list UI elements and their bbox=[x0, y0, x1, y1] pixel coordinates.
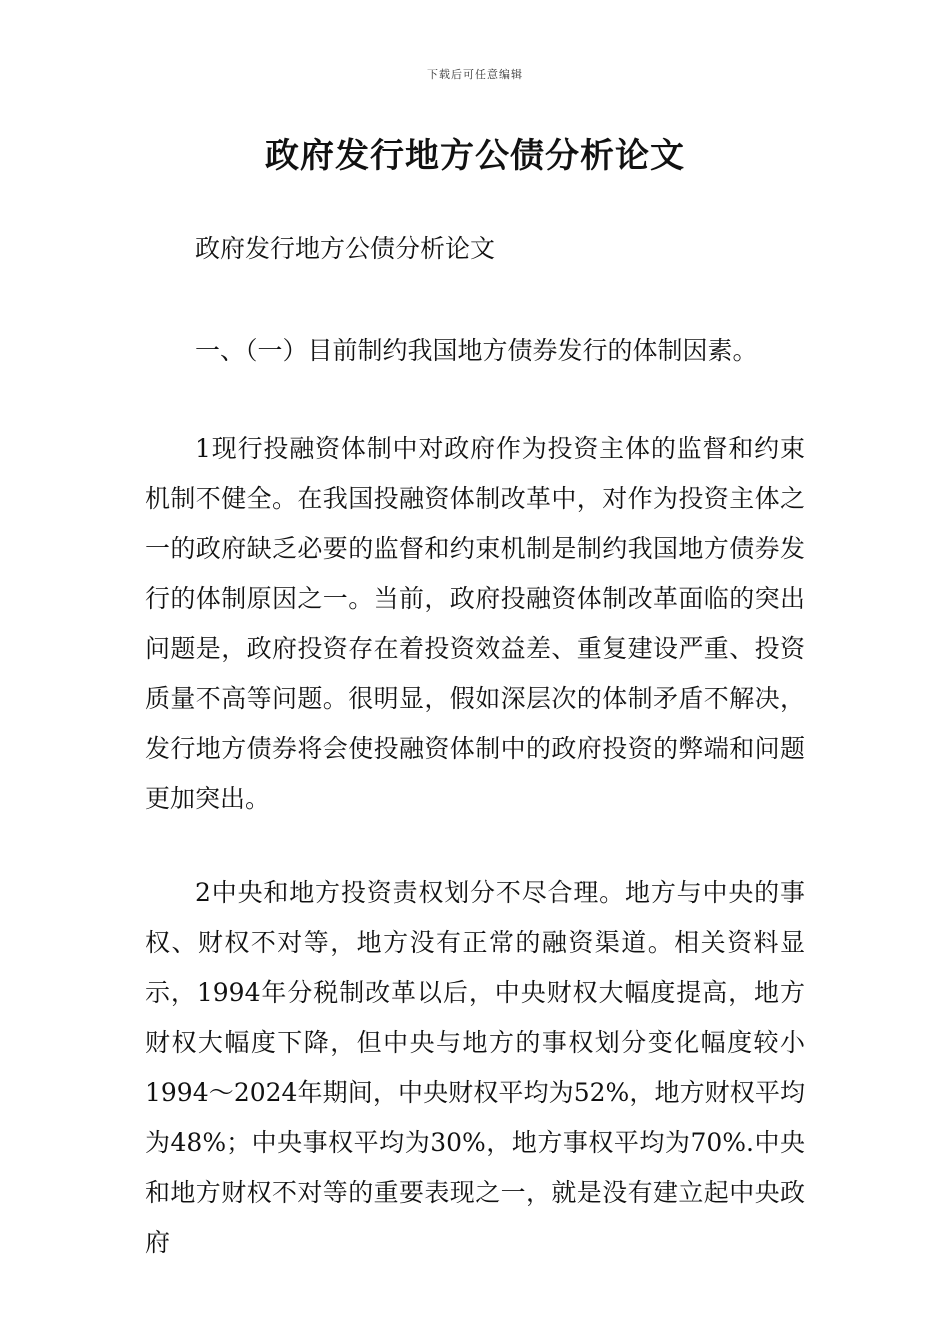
document-title: 政府发行地方公债分析论文 bbox=[265, 136, 685, 176]
paragraph-subtitle: 政府发行地方公债分析论文 bbox=[195, 234, 496, 263]
paragraph-point-2: 2中央和地方投资责权划分不尽合理。地方与中央的事权、财权不对等，地方没有正常的融资渠道。相关资料显示，1994年分税制改革以后，中央财权大幅度提高，地方财权大幅度下降，但中央与地方的事权划分变化幅度较小1994～2024年期间，中央财权平均为52%，地方财权平均为48%；中央事权平均为30%，地方事权平均为70%.中央和地方财权不对等的重要表现之一，就是没有建立起中央政府 bbox=[145, 878, 805, 1257]
paragraph-point-1: 1现行投融资体制中对政府作为投资主体的监督和约束机制不健全。在我国投融资体制改革中，对作为投资主体之一的政府缺乏必要的监督和约束机制是制约我国地方债券发行的体制原因之一。当前，政府投融资体制改革面临的突出问题是，政府投资存在着投资效益差、重复建设严重、投资质量不高等问题。很明显，假如深层次的体制矛盾不解决，发行地方债券将会使投融资体制中的政府投资的弊端和问题更加突出。 bbox=[145, 434, 805, 813]
header-note: 下载后可任意编辑 bbox=[427, 68, 523, 81]
paragraph-section-heading: 一、（一）目前制约我国地方债券发行的体制因素。 bbox=[195, 336, 758, 365]
